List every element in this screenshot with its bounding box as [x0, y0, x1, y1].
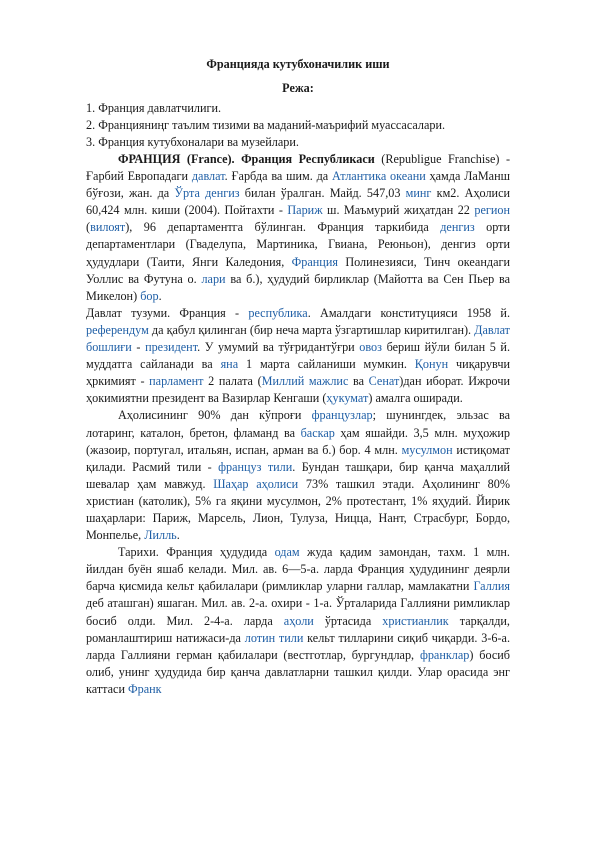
- wiki-link[interactable]: овоз: [359, 340, 382, 355]
- wiki-link[interactable]: лари: [201, 271, 226, 286]
- wiki-link[interactable]: президент: [145, 340, 198, 355]
- wiki-link[interactable]: вилоят: [90, 220, 126, 235]
- text-run: . Бундан ташқари, бир қанча маҳаллий шевалар ҳам мавжуд.: [86, 459, 510, 491]
- wiki-link[interactable]: минг: [405, 186, 432, 201]
- text-run: кельт тилларини сиқиб чиқарди. 3-6-а. ларда Галлияни герман қабилалари (вестготлар, бургундлар,: [86, 630, 510, 662]
- plan-item: 3. Франция кутубхоналари ва музейлари.: [86, 135, 299, 149]
- wiki-link[interactable]: Франция: [291, 254, 338, 269]
- text-run: . Ғарбда ва шим. да: [224, 169, 332, 184]
- text-run: )дан иборат. Ижрочи ҳокимиятни президент ва Вазирлар Кенгаши (: [86, 374, 510, 406]
- document-page: [86, 56, 510, 698]
- text-run: ш. Маъмурий жиҳатдан 22: [322, 203, 475, 218]
- wiki-link[interactable]: лотин тили: [244, 630, 304, 645]
- text-run: . Амалдаги конституцияси 1958 й.: [307, 305, 510, 320]
- wiki-link[interactable]: аҳоли: [283, 613, 314, 628]
- wiki-link[interactable]: бор: [140, 288, 159, 303]
- wiki-link[interactable]: Лилль: [144, 528, 177, 543]
- text-run: бериш йўли билан 5 й. муддатга сайланади ва: [86, 340, 511, 372]
- text-run: .: [176, 528, 180, 543]
- text-run: деб аташган) яшаган. Мил. ав. 2-а. охири - 1-а. Ўрталарида Галлияни римликлар босиб олди. Мил. 2-4-а. ларда: [86, 596, 510, 628]
- text-run: .: [158, 288, 162, 303]
- wiki-link[interactable]: регион: [474, 203, 510, 218]
- wiki-link[interactable]: христианлик: [382, 613, 449, 628]
- wiki-link[interactable]: одам: [274, 545, 300, 560]
- bold-text: ФРАНЦИЯ (France). Франция Республикаси: [118, 152, 375, 166]
- wiki-link[interactable]: Миллий мажлис: [261, 374, 349, 389]
- wiki-link[interactable]: Галлия: [473, 579, 510, 594]
- wiki-link[interactable]: француз тили: [218, 459, 293, 474]
- text-run: ) босиб олиб, унинг ҳудудида бир қанча давлатларни ташкил қилди. Улар орасида энг каттаси: [86, 647, 510, 696]
- plan-heading: Режа:: [282, 81, 314, 95]
- wiki-link[interactable]: Шаҳар аҳолиси: [213, 476, 299, 491]
- text-run: Давлат тузуми. Франция -: [86, 305, 249, 320]
- text-run: ҳамда ЛаМанш бўғози, жан. да: [86, 169, 510, 201]
- paragraph-france-overview: [86, 151, 510, 305]
- wiki-link[interactable]: франклар: [419, 647, 470, 662]
- text-run: тарқалди, романлаштириш натижаси-да: [86, 613, 510, 645]
- text-run: жуда қадим замондан, тахм. 1 млн. йилдан буён яшаб келади. Мил. ав. 6—5-а. ларда Франция ҳудудининг деярли барча қисмида кельт қабилалари (римликлар уларни галлар, мамлакатни: [86, 545, 510, 594]
- text-run: ҳам яшайди. 3,5 млн. муҳожир (жазоир, португал, итальян, испан, арман ва б.) бор. 4 млн.: [86, 425, 510, 457]
- wiki-link[interactable]: Франк: [128, 681, 162, 696]
- text-run: билан ўралган. Майд. 547,03: [239, 186, 406, 201]
- text-run: . У умумий ва тўғридантўғри: [197, 340, 360, 355]
- text-run: 2 палата (: [203, 374, 262, 389]
- text-run: 1 марта сайланиши мумкин.: [238, 357, 415, 372]
- text-run: ), 96 департаментга бўлинган. Франция таркибида: [125, 220, 441, 235]
- wiki-link[interactable]: ҳукумат: [326, 391, 369, 406]
- text-run: Тарихи. Франция ҳудудида: [118, 545, 275, 560]
- text-run: ва: [348, 374, 369, 389]
- wiki-link[interactable]: французлар: [311, 408, 373, 423]
- plan-list: [86, 100, 510, 151]
- text-run: ўртасида: [313, 613, 383, 628]
- plan-item: 2. Францияниңг таълим тизими ва маданий-маърифий муассасалари.: [86, 118, 446, 132]
- text-run: ва б.), ҳудудий бирликлар (Майотта ва Сен Пьер ва Микелон): [86, 271, 510, 303]
- wiki-link[interactable]: референдум: [86, 322, 149, 337]
- text-run: 73% ташкил этади. Аҳолининг 80% христиан (католик), 5% га яқини мусулмон, 2% протестант, 1% яҳудий. Йирик шаҳарлари: Париж, Марсель, Лион, Тулуза, Ницца, Нант, Страсбург, Бордо, Монпелье,: [86, 476, 510, 543]
- text-run: истиқомат қилади. Расмий тили -: [86, 442, 510, 474]
- wiki-link[interactable]: Атлантика океани: [332, 169, 426, 184]
- text-run: ; шунингдек, эльзас ва лотаринг, каталон, бретон, фламанд ва: [86, 408, 511, 440]
- wiki-link[interactable]: баскар: [300, 425, 335, 440]
- wiki-link[interactable]: Сенат: [368, 374, 400, 389]
- wiki-link[interactable]: республика: [248, 305, 308, 320]
- text-run: (Republigue Franchise) - Ғарбий Европадаги: [86, 152, 511, 184]
- paragraph-history: [86, 544, 510, 698]
- wiki-link[interactable]: Ўрта денгиз: [174, 186, 240, 201]
- text-run: ) амалга оширади.: [368, 391, 463, 406]
- text-run: Полинезияси, Тинч океандаги Уоллис ва Футуна о.: [86, 254, 510, 286]
- text-run: да қабул қилинган (бир неча марта ўзгартишлар киритилган).: [148, 322, 475, 337]
- text-run: (: [86, 220, 91, 235]
- text-run: орти департаментлари (Гваделупа, Мартиника, Гвиана, Реюньон), денгиз орти ҳудудлари (Таити, Янги Каледония,: [86, 220, 510, 269]
- wiki-link[interactable]: давлат: [191, 169, 225, 184]
- wiki-link[interactable]: парламент: [149, 374, 204, 389]
- wiki-link[interactable]: Қонун: [414, 357, 449, 372]
- plan-item: 1. Франция давлатчилиги.: [86, 101, 222, 115]
- wiki-link[interactable]: яна: [220, 357, 239, 372]
- document-title: Францияда кутубхоначилик иши: [206, 57, 390, 71]
- wiki-link[interactable]: денгиз: [440, 220, 475, 235]
- text-run: км2. Аҳолиси 60,424 млн. киши (2004). Пойтахти -: [86, 186, 511, 218]
- paragraph-state-system: [86, 305, 510, 408]
- text-run: чиқарувчи ҳркимият -: [86, 357, 510, 389]
- wiki-link[interactable]: Париж: [287, 203, 323, 218]
- wiki-link[interactable]: мусулмон: [401, 442, 453, 457]
- paragraph-population: [86, 407, 510, 544]
- text-run: -: [131, 340, 146, 355]
- text-run: Аҳолисининг 90% дан кўпроғи: [118, 408, 312, 423]
- wiki-link[interactable]: Давлат бошлиғи: [86, 322, 510, 355]
